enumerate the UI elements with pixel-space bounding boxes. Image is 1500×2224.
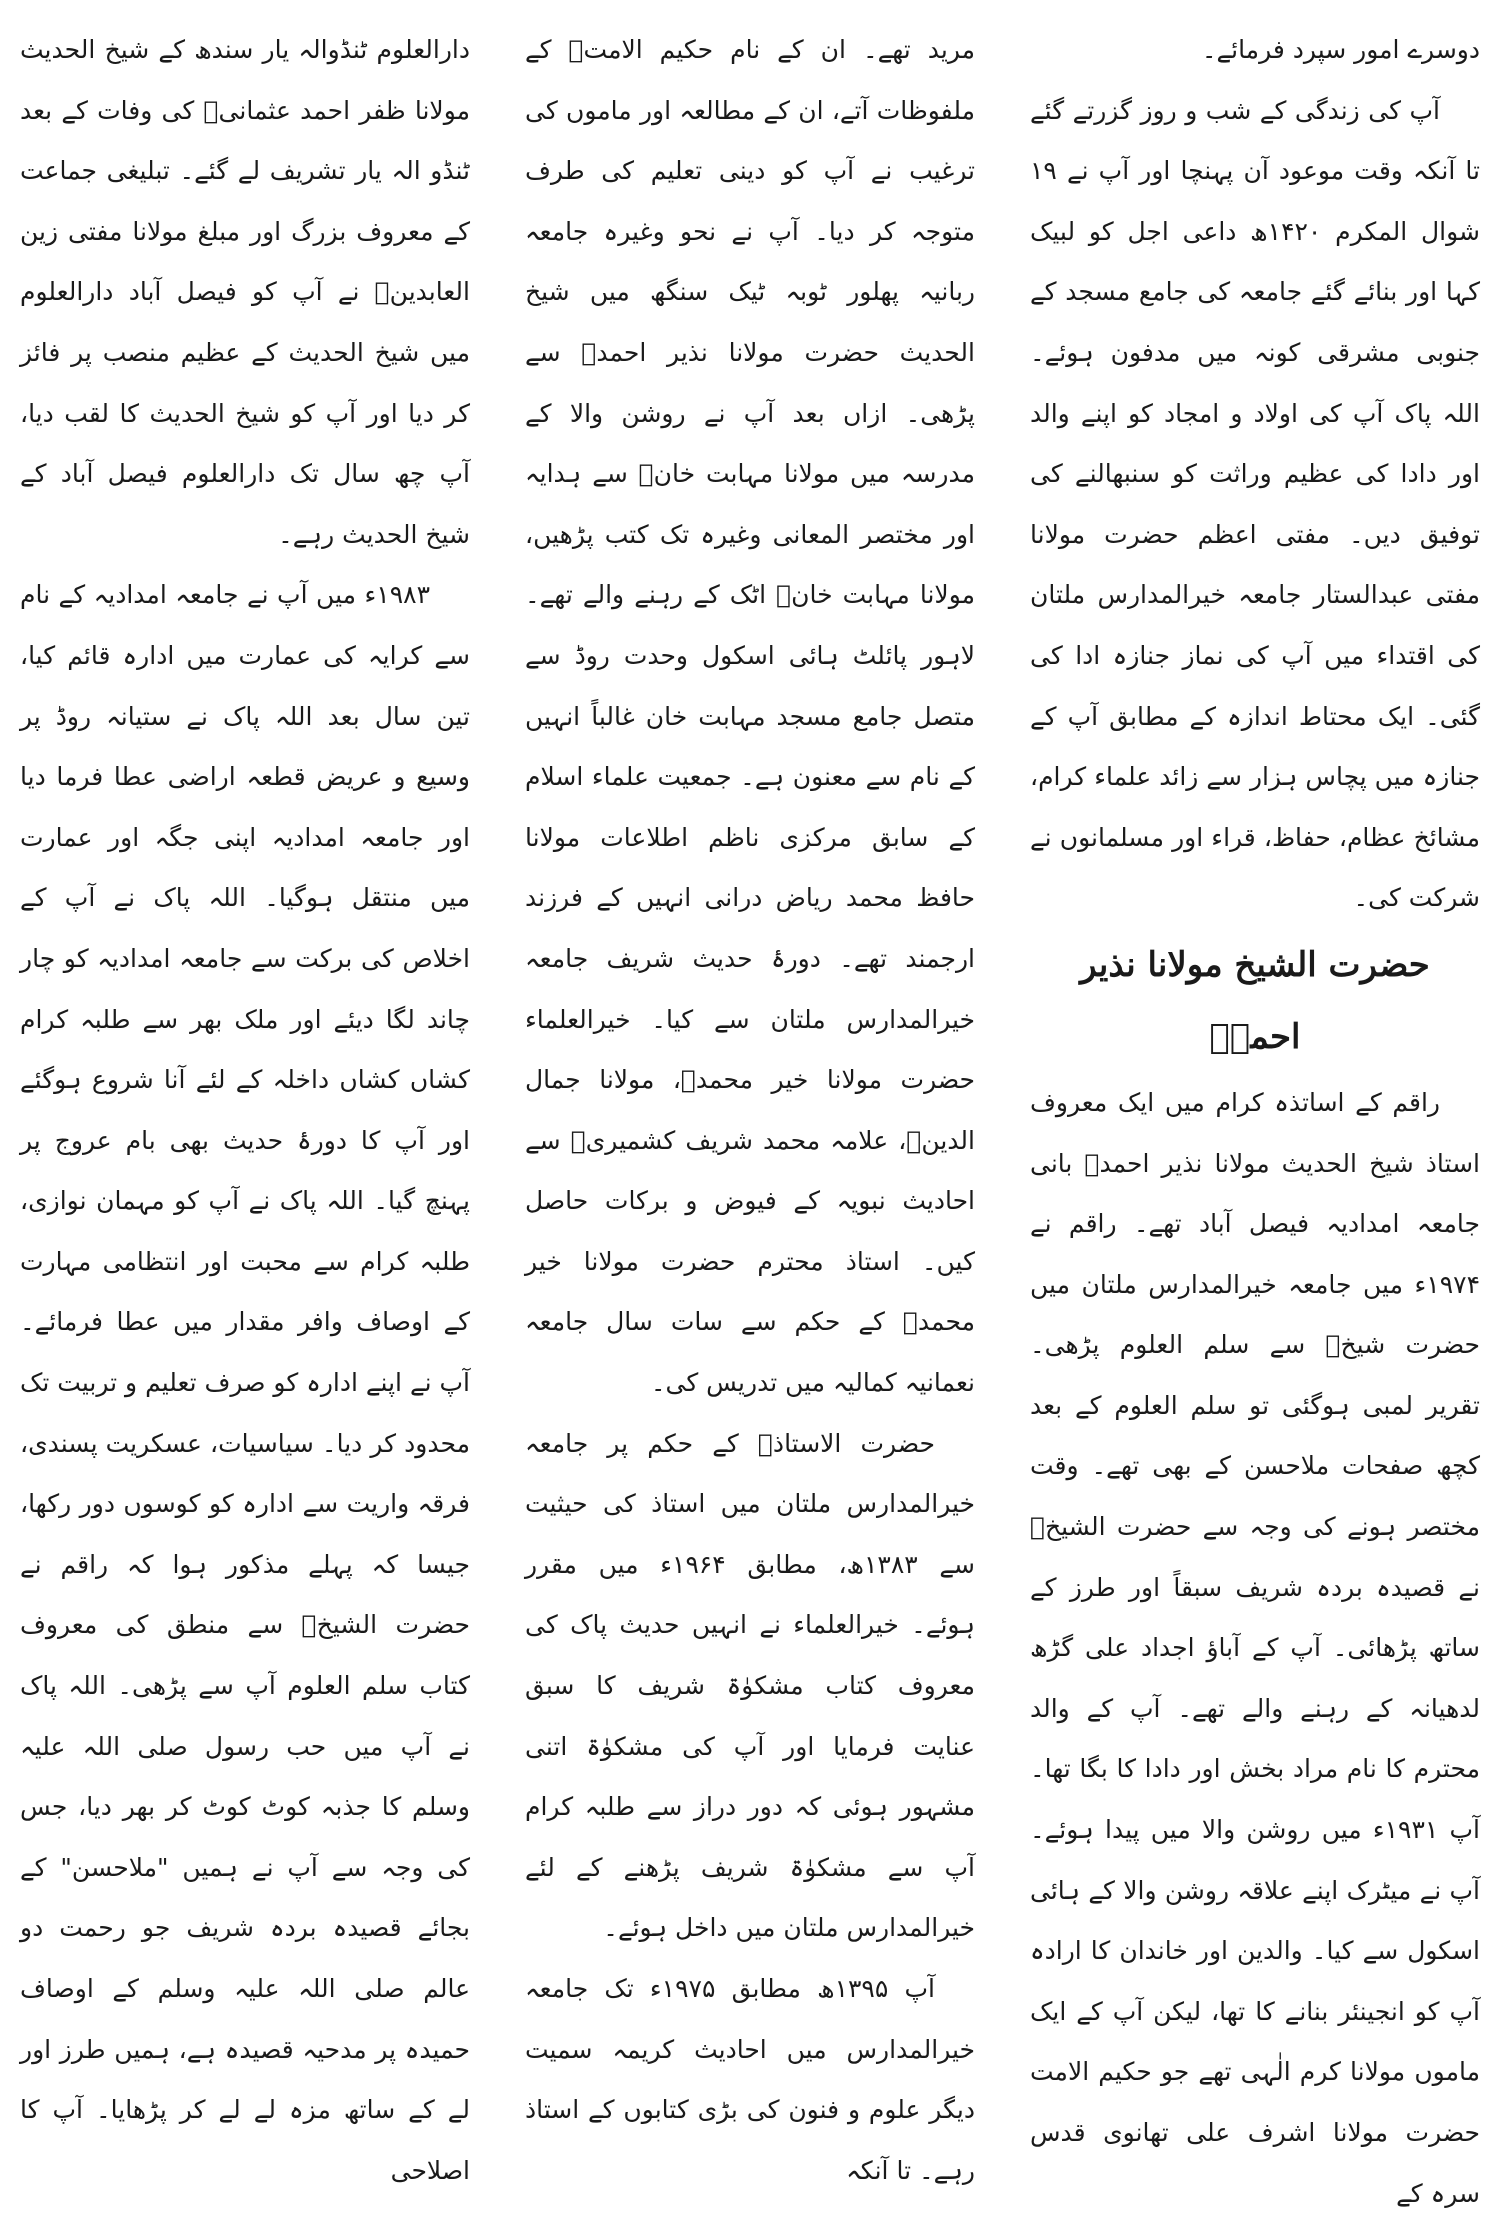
- paragraph: دارالعلوم ٹنڈوالہ یار سندھ کے شیخ الحدیث مولانا ظفر احمد عثمانیؒ کی وفات کے بعد ٹنڈو الہ یار تشریف لے گئے۔ تبلیغی جماعت کے معروف بزرگ اور مبلغ مولانا مفتی زین العابدینؒ نے آپ کو فیصل آباد دارالعلوم میں شیخ الحدیث کے عظیم منصب پر فائز کر دیا اور آپ کو شیخ الحدیث کا لقب دیا، آپ چھ سال تک دارالعلوم فیصل آباد کے شیخ الحدیث رہے۔: [20, 35, 470, 549]
- paragraph: آپ ۱۳۹۵ھ مطابق ۱۹۷۵ء تک جامعہ خیرالمدارس میں احادیث کریمہ سمیت دیگر علوم و فنون کی بڑی کتابوں کے استاذ رہے۔ تا آنکہ: [525, 1974, 975, 2185]
- newspaper-page: [20, 20, 1480, 2208]
- paragraph: راقم کے اساتذہ کرام میں ایک معروف استاذ شیخ الحدیث مولانا نذیر احمدؒ بانی جامعہ امدادیہ فیصل آباد تھے۔ راقم نے ۱۹۷۴ء میں جامعہ خیرالمدارس ملتان میں حضرت شیخؒ سے سلم العلوم پڑھی۔ تقریر لمبی ہوگئی تو سلم العلوم کے بعد کچھ صفحات ملاحسن کے بھی تھے۔ وقت مختصر ہونے کی وجہ سے حضرت الشیخؒ نے قصیدہ بردہ شریف سبقاً اور طرز کے ساتھ پڑھائی۔ آپ کے آباؤ اجداد علی گڑھ لدھیانہ کے رہنے والے تھے۔ آپ کے والد محترم کا نام مراد بخش اور دادا کا بگا تھا۔ آپ ۱۹۳۱ء میں روشن والا میں پیدا ہوئے۔ آپ نے میٹرک اپنے علاقہ روشن والا کے ہائی اسکول سے کیا۔ والدین اور خاندان کا ارادہ آپ کو انجینئر بنانے کا تھا، لیکن آپ کے ایک ماموں مولانا کرم الٰہی تھے جو حکیم الامت حضرت مولانا اشرف علی تھانوی قدس سرہ کے: [1030, 1087, 1480, 2208]
- column-right: [1030, 20, 1480, 2208]
- paragraph: ۱۹۸۳ء میں آپ نے جامعہ امدادیہ کے نام سے کرایہ کی عمارت میں ادارہ قائم کیا، تین سال بعد اللہ پاک نے ستیانہ روڈ پر وسیع و عریض قطعہ اراضی عطا فرما دیا اور جامعہ امدادیہ اپنی جگہ اور عمارت میں منتقل ہوگیا۔ اللہ پاک نے آپ کے اخلاص کی برکت سے جامعہ امدادیہ کو چار چاند لگا دیئے اور ملک بھر سے طلبہ کرام کشاں کشاں داخلہ کے لئے آنا شروع ہوگئے اور آپ کا دورۂ حدیث بھی بام عروج پر پہنچ گیا۔ اللہ پاک نے آپ کو مہمان نوازی، طلبہ کرام سے محبت اور انتظامی مہارت کے اوصاف وافر مقدار میں عطا فرمائے۔ آپ نے اپنے ادارہ کو صرف تعلیم و تربیت تک محدود کر دیا۔ سیاسیات، عسکریت پسندی، فرقہ واریت سے ادارہ کو کوسوں دور رکھا، جیسا کہ پہلے مذکور ہوا کہ راقم نے حضرت الشیخؒ سے منطق کی معروف کتاب سلم العلوم آپ سے پڑھی۔ اللہ پاک نے آپ میں حب رسول صلی اللہ علیہ وسلم کا جذبہ کوٹ کوٹ کر بھر دیا، جس کی وجہ سے آپ نے ہمیں "ملاحسن" کے بجائے قصیدہ بردہ شریف جو رحمت دو عالم صلی اللہ علیہ وسلم کے اوصاف حمیدہ پر مدحیہ قصیدہ ہے، ہمیں طرز اور لے کے ساتھ مزہ لے لے کر پڑھایا۔ آپ کا اصلاحی: [20, 580, 470, 2185]
- paragraph: آپ کی زندگی کے شب و روز گزرتے گئے تا آنکہ وقت موعود آن پہنچا اور آپ نے ۱۹ شوال المکرم ۱۴۲۰ھ داعی اجل کو لبیک کہا اور بنائے گئے جامعہ کی جامع مسجد کے جنوبی مشرقی کونہ میں مدفون ہوئے۔ اللہ پاک آپ کی اولاد و امجاد کو اپنے والد اور دادا کی عظیم وراثت کو سنبھالنے کی توفیق دیں۔ مفتی اعظم حضرت مولانا مفتی عبدالستار جامعہ خیرالمدارس ملتان کی اقتداء میں آپ کی نماز جنازہ ادا کی گئی۔ ایک محتاط اندازہ کے مطابق آپ کے جنازہ میں پچاس ہزار سے زائد علماء کرام، مشائخ عظام، حفاظ، قراء اور مسلمانوں نے شرکت کی۔: [1030, 95, 1480, 913]
- column-left: [20, 20, 470, 2185]
- paragraph: دوسرے امور سپرد فرمائے۔: [1201, 35, 1480, 64]
- column-middle: [525, 20, 975, 2185]
- section-heading: حضرت الشیخ مولانا نذیر احمدؒ: [1080, 944, 1430, 1057]
- paragraph: مرید تھے۔ ان کے نام حکیم الامتؒ کے ملفوظات آتے، ان کے مطالعہ اور ماموں کی ترغیب نے آپ کو دینی تعلیم کی طرف متوجہ کر دیا۔ آپ نے نحو وغیرہ جامعہ ربانیہ پھلور ٹوبہ ٹیک سنگھ میں شیخ الحدیث حضرت مولانا نذیر احمدؒ سے پڑھی۔ ازاں بعد آپ نے روشن والا کے مدرسہ میں مولانا مہابت خانؒ سے ہدایہ اور مختصر المعانی وغیرہ تک کتب پڑھیں، مولانا مہابت خانؒ اٹک کے رہنے والے تھے۔ لاہور پائلٹ ہائی اسکول وحدت روڈ سے متصل جامع مسجد مہابت خان غالباً انہیں کے نام سے معنون ہے۔ جمعیت علماء اسلام کے سابق مرکزی ناظم اطلاعات مولانا حافظ محمد ریاض درانی انہیں کے فرزند ارجمند تھے۔ دورۂ حدیث شریف جامعہ خیرالمدارس ملتان سے کیا۔ خیرالعلماء حضرت مولانا خیر محمدؒ، مولانا جمال الدینؒ، علامہ محمد شریف کشمیریؒ سے احادیث نبویہ کے فیوض و برکات حاصل کیں۔ استاذ محترم حضرت مولانا خیر محمدؒ کے حکم سے سات سال جامعہ نعمانیہ کمالیہ میں تدریس کی۔: [525, 35, 975, 1398]
- paragraph: حضرت الاستاذؒ کے حکم پر جامعہ خیرالمدارس ملتان میں استاذ کی حیثیت سے ۱۳۸۳ھ، مطابق ۱۹۶۴ء میں مقرر ہوئے۔ خیرالعلماء نے انہیں حدیث پاک کی معروف کتاب مشکوٰۃ شریف کا سبق عنایت فرمایا اور آپ کی مشکوٰۃ اتنی مشہور ہوئی کہ دور دراز سے طلبہ کرام آپ سے مشکوٰۃ شریف پڑھنے کے لئے خیرالمدارس ملتان میں داخل ہوئے۔: [525, 1428, 975, 1943]
